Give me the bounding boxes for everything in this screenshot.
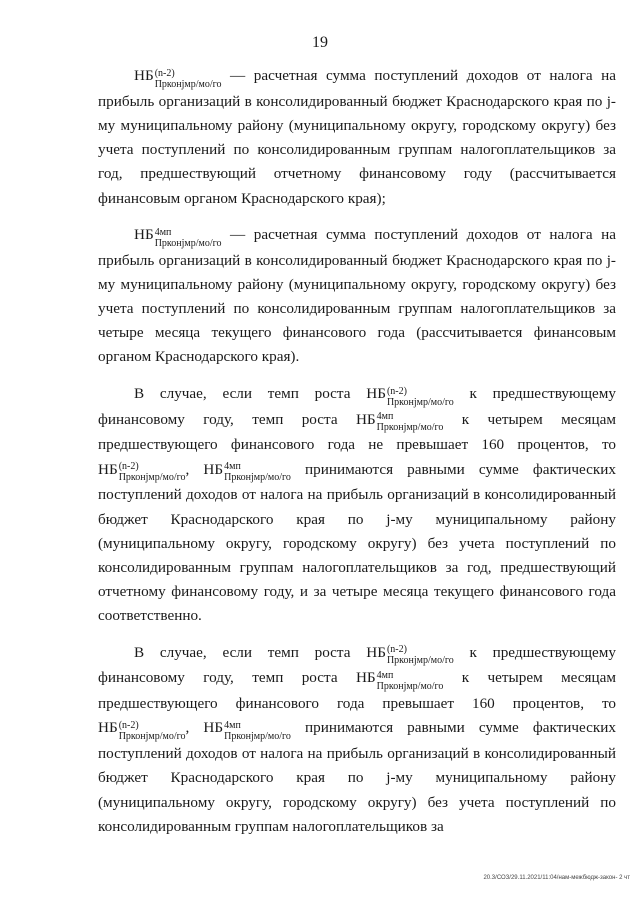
formula-symbol-nb-4mp: НБ 4мп Прконjмр/мо/го <box>355 669 444 693</box>
definition-paragraph-4mp <box>98 223 616 370</box>
paragraph-text: — расчетная сумма поступлений доходов от налога на прибыль организаций в консолидированный бюджет Краснодарского края по j-му муниципальному району (муниципальному округу, городскому округу) без учета поступлений по консолидированным группам налогоплательщиков за четыре месяца текущего финансового года (рассчитывается финансовым органом Краснодарского края). <box>98 225 616 366</box>
formula-symbol-nb-n2: НБ (n-2) Прконjмр/мо/го <box>366 643 454 667</box>
formula-symbol-nb-n2: НБ (n-2) Прконjмр/мо/го <box>134 67 222 90</box>
document-body <box>98 64 616 851</box>
page-number: 19 <box>312 34 328 51</box>
condition-paragraph-not-exceeds: В случае, если темп роста НБ (n-2) Прконjмр/мо/го к предшествующему финансовому году, темп роста НБ 4мп Прконjмр/мо/го к четырем месяцам предшествующего финансового года не превышает 160 процентов, то НБ (n-2) Прконjмр/мо/го , НБ 4мп Прконjмр/мо/го принимаются равными сумме фактических поступлений доходов от налога на прибыль организаций в консолидированный бюджет Краснодарского края по j-му муниципальному району (муниципальному округу, городскому округу) без учета поступлений по консолидированным группам налогоплательщиков за год, предшествующий отчетному финансовому году, и за четыре месяца текущего финансового года соответственно. <box>98 384 617 625</box>
formula-symbol-nb-n2: НБ (n-2) Прконjмр/мо/го <box>98 719 186 743</box>
formula-symbol-nb-4mp: НБ 4мп Прконjмр/мо/го <box>355 410 444 434</box>
condition-paragraph-exceeds: В случае, если темп роста НБ (n-2) Прконjмр/мо/го к предшествующему финансовому году, темп роста НБ 4мп Прконjмр/мо/го к четырем месяцам предшествующего финансового года превышает 160 процентов, то НБ (n-2) Прконjмр/мо/го , НБ 4мп Прконjмр/мо/го принимаются равными сумме фактических поступлений доходов от налога на прибыль организаций в консолидированный бюджет Краснодарского края по j-му муниципальному району (муниципальному округу, городскому округу) без учета поступлений по консолидированным группам налогоплательщиков за <box>98 643 617 835</box>
formula-symbol-nb-n2: НБ (n-2) Прконjмр/мо/го <box>366 384 454 408</box>
formula-symbol-nb-4mp: НБ 4мп Прконjмр/мо/го <box>203 460 291 484</box>
definition-paragraph-n2 <box>98 64 616 211</box>
formula-symbol-nb-4mp: НБ 4мп Прконjмр/мо/го <box>134 225 222 249</box>
document-footer-code: 20.3/СОЗ/29.11.2021/11:04/нам-межбюдж-закон- 2 чт <box>483 875 630 881</box>
paragraph-text: — расчетная сумма поступлений доходов от налога на прибыль организаций в консолидированный бюджет Краснодарского края по j-му муниципальному району (муниципальному округу, городскому округу) без учета поступлений по консолидированным группам налогоплательщиков за год, предшествующий отчетному финансовому году (рассчитывается финансовым органом Краснодарского края); <box>98 67 616 207</box>
formula-symbol-nb-n2: НБ (n-2) Прконjмр/мо/го <box>98 460 186 484</box>
formula-symbol-nb-4mp: НБ 4мп Прконjмр/мо/го <box>203 719 291 743</box>
